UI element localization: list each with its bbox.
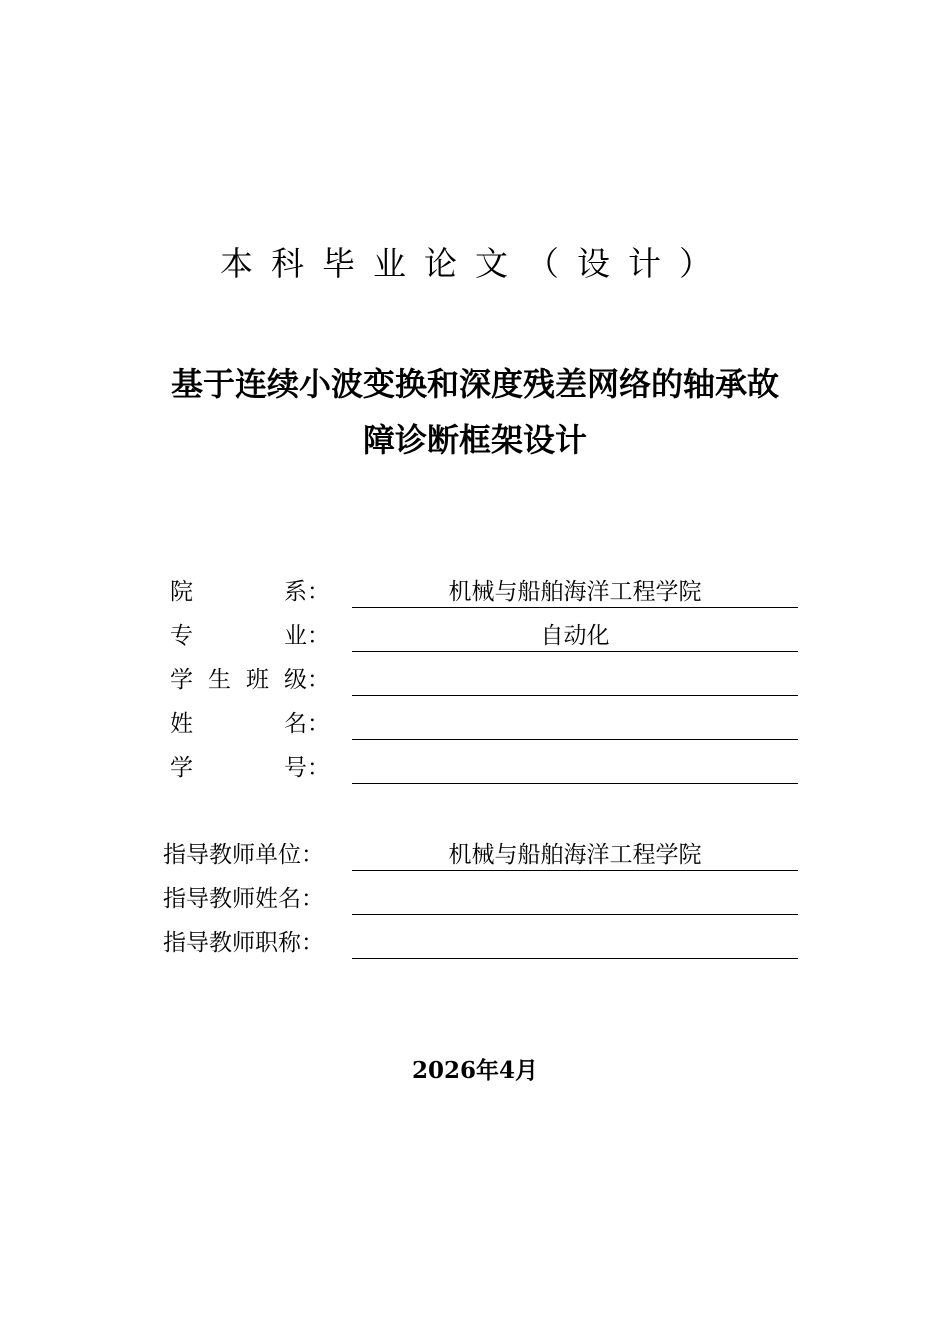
advisor-unit-label: 指导教师单位： (163, 842, 324, 868)
department-label-char: 系： (284, 579, 330, 605)
submission-date: 2026年4月 (411, 1057, 539, 1084)
major-row (160, 613, 800, 657)
advisor-unit-value: 机械与船舶海洋工程学院 (352, 840, 798, 871)
department-row (160, 569, 800, 613)
class-value (352, 665, 798, 696)
thesis-title (110, 356, 840, 468)
major-value: 自动化 (352, 621, 798, 652)
class-label-char: 级： (284, 667, 330, 693)
name-row (160, 701, 800, 745)
thesis-title-line-2: 障诊断框架设计 (362, 421, 587, 459)
class-row (160, 657, 800, 701)
major-label-char: 专 (170, 623, 193, 649)
advisor-name-row (160, 876, 800, 920)
student-id-label-char: 学 (170, 755, 193, 781)
class-label-char: 学 (170, 667, 193, 693)
advisor-name-label: 指导教师姓名： (163, 886, 324, 912)
department-value: 机械与船舶海洋工程学院 (352, 577, 798, 608)
student-id-row (160, 745, 800, 789)
thesis-title-line-1: 基于连续小波变换和深度残差网络的轴承故 (170, 365, 779, 403)
class-label-char: 生 (208, 667, 231, 693)
advisor-title-value (352, 928, 798, 959)
advisor-title-label: 指导教师职称： (163, 930, 324, 956)
student-id-label-char: 号： (284, 755, 330, 781)
class-label-char: 班 (246, 667, 269, 693)
student-id-value (352, 753, 798, 784)
department-label-char: 院 (170, 579, 193, 605)
advisor-unit-row (160, 832, 800, 876)
major-label-char: 业： (284, 623, 330, 649)
cover-heading: 本科毕业论文（设计） (220, 244, 730, 283)
name-label-char: 姓 (170, 711, 193, 737)
name-label-char: 名： (284, 711, 330, 737)
advisor-name-value (352, 884, 798, 915)
advisor-title-row (160, 920, 800, 964)
name-value (352, 709, 798, 740)
